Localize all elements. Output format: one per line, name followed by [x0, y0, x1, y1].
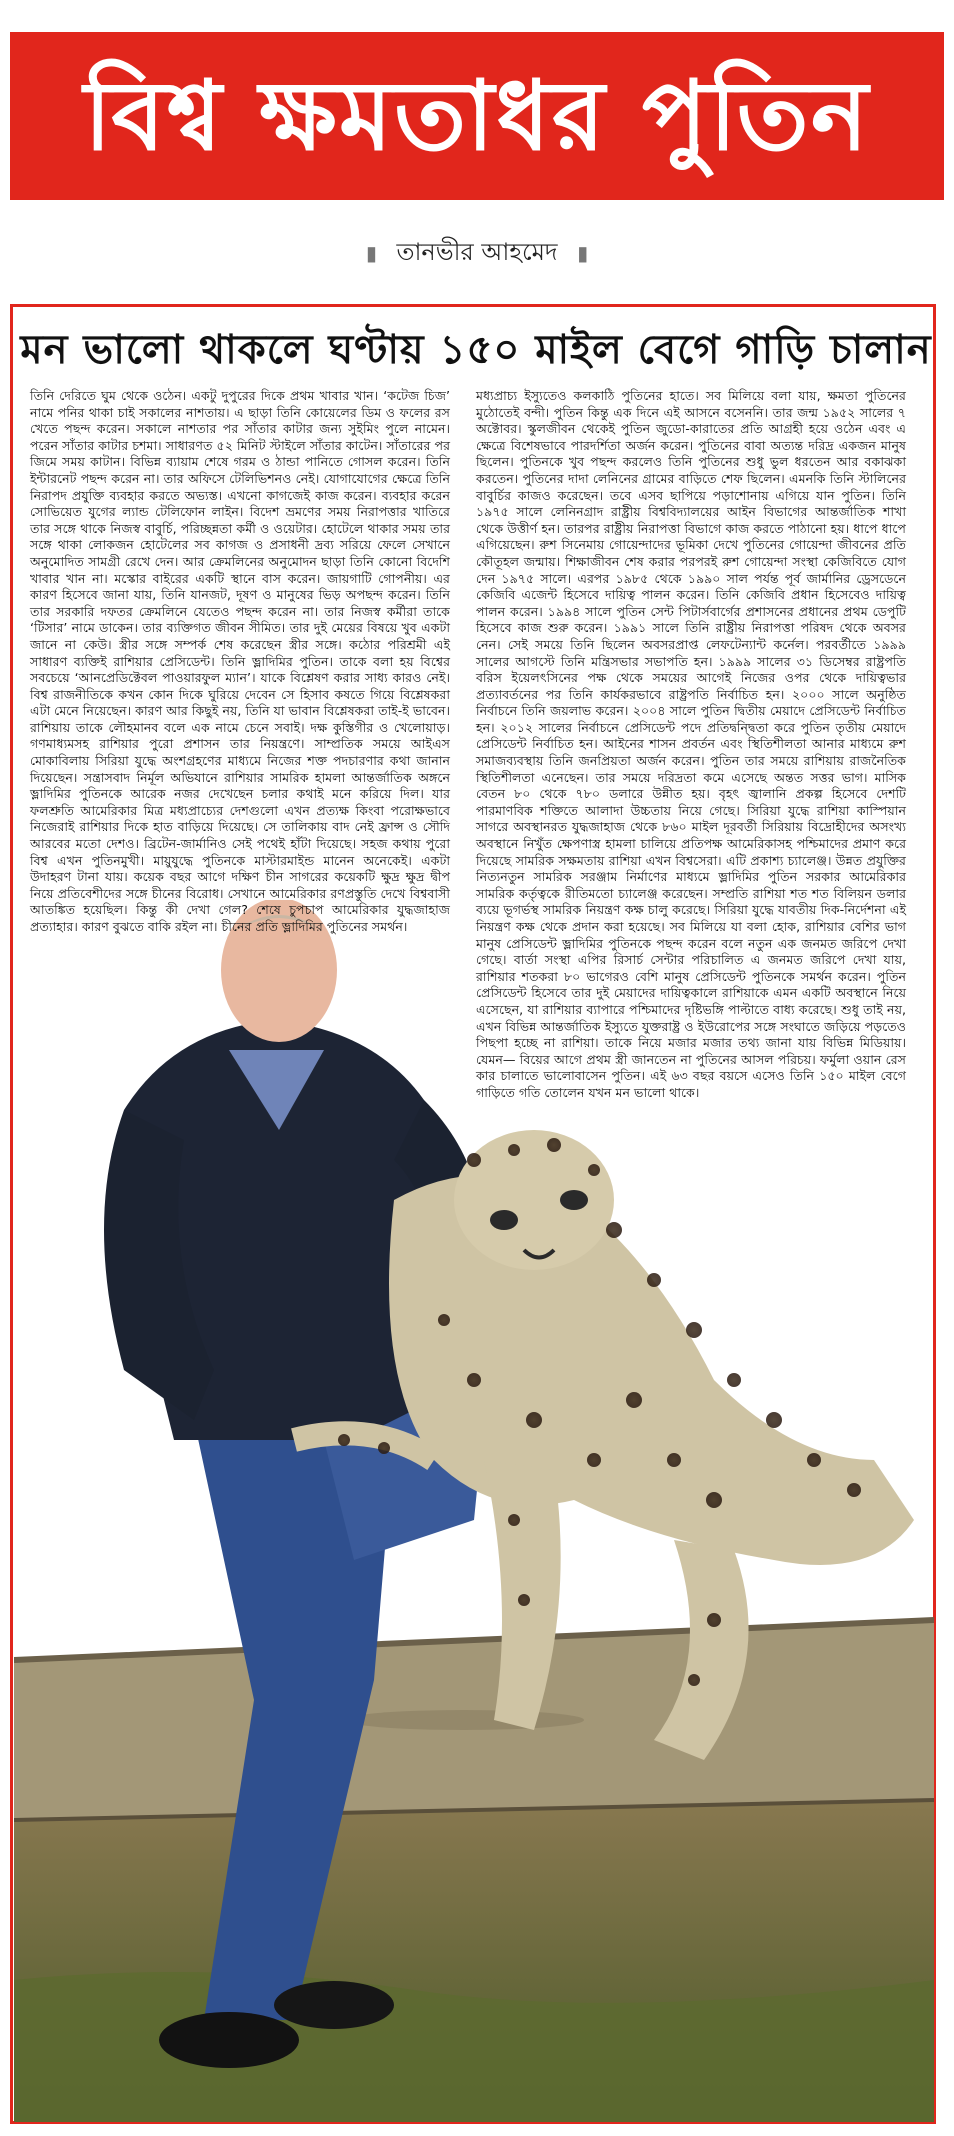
article-headline: মন ভালো থাকলে ঘণ্টায় ১৫০ মাইল বেগে গাড়ি চালান: [20, 327, 932, 373]
author-name: তানভীর আহমেদ: [396, 238, 558, 266]
byline-separator-right: ▮: [577, 241, 589, 265]
byline: [0, 234, 954, 274]
page-title: বিশ্ব ক্ষমতাধর পুতিন: [83, 60, 871, 172]
right-column-text: মধ্যপ্রাচ্য ইস্যুতেও কলকাঠি পুতিনের হাতে। সব মিলিয়ে বলা যায়, ক্ষমতা পুতিনের মুঠোতেই বন্দী। পুতিন কিন্তু এক দিনে এই আসনে বসেননি। তার জন্ম ১৯৫২ সালের ৭ অক্টোবর। স্কুলজীবন থেকেই পুতিন জুডো-কারাতের প্রতি আগ্রহী হয়ে ওঠেন এবং এ ক্ষেত্রে বিশেষভাবে পারদর্শিতা অর্জন করেন। পুতিনের বাবা অত্যন্ত দরিদ্র একজন মানুষ ছিলেন। পুতিনকে খুব পছন্দ করলেও তিনি পুতিনের শুধু ভুল ধরতেন আর বকাঝকা করতেন। পুতিনের দাদা লেনিনের গ্রামের বাড়িতে শেফ ছিলেন। এমনকি তিনি স্টালিনের বাবুর্চির কাজও করেছেন। তবে এসব ছাপিয়ে পড়াশোনায় এগিয়ে যান পুতিন। তিনি ১৯৭৫ সালে লেনিনগ্রাদ রাষ্ট্রীয় বিশ্ববিদ্যালয়ের আইন বিভাগের আন্তর্জাতিক শাখা থেকে উত্তীর্ণ হন। তারপর রাষ্ট্রীয় নিরাপত্তা বিভাগে কাজ করতে পাঠানো হয়। ধাপে ধাপে এগিয়েছেন। রুশ সিনেমায় গোয়েন্দাদের ভূমিকা দেখে পুতিনের গোয়েন্দা জীবনের প্রতি কৌতূহল জন্মায়। শিক্ষাজীবন শেষ করার পরপরই রুশ গোয়েন্দা সংস্থা কেজিবিতে যোগ দেন ১৯৭৫ সালে। এরপর ১৯৮৫ থেকে ১৯৯০ সাল পর্যন্ত পূর্ব জার্মানির ড্রেসডেনে কেজিবি এজেন্ট হিসেবে দায়িত্ব পালন করেন। তিনি কেজিবি প্রধান হিসেবেও দায়িত্ব পালন করেন। ১৯৯৪ সালে পুতিন সেন্ট পিটার্সবার্গের প্রশাসনের প্রধানের প্রথম ডেপুটি হিসেবে কাজ শুরু করেন। ১৯৯১ সালে তিনি রাষ্ট্রীয় নিরাপত্তা পরিষদ থেকে অবসর নেন। সেই সময়ে তিনি ছিলেন অবসরপ্রাপ্ত লেফটেন্যান্ট কর্নেল। পরবর্তীতে ১৯৯৯ সালের আগস্টে তিনি মন্ত্রিসভার সভাপতি হন। ১৯৯৯ সালের ৩১ ডিসেম্বর রাষ্ট্রপতি বরিস ইয়েলৎসিনের পক্ষ থেকে সময়ের আগেই নিজের ওপর থেকে দায়িত্বভার প্রত্যাবর্তনের পর তিনি কার্যকরভাবে রাষ্ট্রপতি নির্বাচিত হন। ২০০০ সালে অনুষ্ঠিত নির্বাচনে তিনি জয়লাভ করেন। ২০০৪ সালে পুতিন দ্বিতীয় মেয়াদে প্রেসিডেন্ট নির্বাচিত হন। ২০১২ সালের নির্বাচনে প্রেসিডেন্ট পদে প্রতিদ্বন্দ্বিতা করে পুতিন তৃতীয় মেয়াদে প্রেসিডেন্ট নির্বাচিত হন। আইনের শাসন প্রবর্তন এবং স্থিতিশীলতা আনার মাধ্যমে রুশ সমাজব্যবস্থায় তিনি জনপ্রিয়তা অর্জন করেন। পুতিন তার সময়ে রাশিয়ায় রাজনৈতিক স্থিতিশীলতা এনেছেন। তার সময়ে দরিদ্রতা কমে এসেছে অন্তত সত্তর ভাগ। মাসিক বেতন ৮০ থেকে ৭৮০ ডলারে উন্নীত হয়। বৃহৎ জ্বালানি প্রকল্প হিসেবে দেশটি পারমাণবিক শক্তিতে আলাদা উচ্চতায় নিয়ে গেছে। সিরিয়া যুদ্ধে রাশিয়া কাস্পিয়ান সাগরে অবস্থানরত যুদ্ধজাহাজ থেকে ৮৬০ মাইল দূরবর্তী সিরিয়ায় বিদ্রোহীদের অসংখ্য অবস্থানে নিখুঁত ক্ষেপণাস্ত্র হামলা চালিয়ে প্রতিপক্ষ আমেরিকাসহ পশ্চিমাদের প্রমাণ করে দিয়েছে সামরিক সক্ষমতায় রাশিয়া এখন বিশ্বসেরা। এটি প্রকাশ্য চ্যালেঞ্জ। উন্নত প্রযুক্তির নিত্যনতুন সামরিক সরঞ্জাম নির্মাণের মাধ্যমে ভ্লাদিমির পুতিন সরকার আমেরিকার সামরিক কর্তৃত্বকে রীতিমতো চ্যালেঞ্জ করেছেন। সম্প্রতি রাশিয়া শত শত বিলিয়ন ডলার ব্যয়ে ভূগর্ভস্থ সামরিক নিয়ন্ত্রণ কক্ষ চালু করেছে। সিরিয়া যুদ্ধে যাবতীয় দিক-নির্দেশনা এই নিয়ন্ত্রণ কক্ষ থেকে প্রদান করা হয়েছে। সব মিলিয়ে যা বলা হোক, রাশিয়ার বেশির ভাগ মানুষ প্রেসিডেন্ট ভ্লাদিমির পুতিনকে পছন্দ করেন বলে নতুন এক জনমত জরিপে দেখা গেছে। বার্তা সংস্থা এপির রিসার্চ সেন্টার পরিচালিত এ জনমত জরিপে দেখা যায়, রাশিয়ার শতকরা ৮০ ভাগেরও বেশি মানুষ প্রেসিডেন্ট পুতিনকে সমর্থন করেন। পুতিন প্রেসিডেন্ট হিসেবে তার দুই মেয়াদের দায়িত্বকালে রাশিয়াকে এমন একটি অবস্থানে নিয়ে এসেছেন, যা রাশিয়ার ব্যাপারে পশ্চিমাদের দৃষ্টিভঙ্গি পাল্টাতে বাধ্য করেছে। শুধু তাই নয়, এখন বিভিন্ন আন্তর্জাতিক ইস্যুতে যুক্তরাষ্ট্র ও ইউরোপের সঙ্গে সংঘাতে জড়িয়ে পড়তেও পিছপা হচ্ছে না রাশিয়া। তাকে নিয়ে মজার মজার তথ্য জানা যায় বিভিন্ন মিডিয়ায়। যেমন— বিয়ের আগে প্রথম স্ত্রী জানতেন না পুতিনের আসল পরিচয়। ফর্মুলা ওয়ান রেস কার চালাতে ভালোবাসেন পুতিন। এই ৬৩ বছর বয়সে এসেও তিনি ১৫০ মাইল বেগে গাড়িতে গতি তোলেন যখন মন ভালো থাকে।: [476, 388, 906, 1100]
article-left-column: [30, 388, 450, 936]
article-right-column: [476, 388, 906, 1102]
left-column-text: তিনি দেরিতে ঘুম থেকে ওঠেন। একটু দুপুরের দিকে প্রথম খাবার খান। ‘কটেজ চিজ’ নামে পনির থাকা চাই সকালের নাশতায়। এ ছাড়া তিনি কোয়েলের ডিম ও ফলের রস খেতে পছন্দ করেন। সকালে নাশতার পর সাঁতার কাটার জন্য সুইমিং পুলে নামেন। পরেন সাঁতার কাটার চশমা। সাধারণত ৫২ মিনিট স্টাইলে সাঁতার কাটেন। সাঁতারের পর জিমে সময় কাটান। বিভিন্ন ব্যায়াম শেষে গরম ও ঠান্ডা পানিতে গোসল করেন। তিনি ইন্টারনেট পছন্দ করেন না। তার অফিসে টেলিভিশনও নেই। যোগাযোগের ক্ষেত্রে তিনি নিরাপদ প্রযুক্তি ব্যবহার করতে অভ্যস্ত। এখনো কাগজেই কাজ করেন। ব্যবহার করেন সোভিয়েত যুগের ল্যান্ড টেলিফোন লাইন। বিদেশ ভ্রমণের সময় নিরাপত্তার খাতিরে তার সঙ্গে থাকে নিজস্ব বাবুর্চি, পরিচ্ছন্নতা কর্মী ও ওয়েটার। হোটেলে থাকার সময় তার সঙ্গে থাকা লোকজন হোটেলের সব কাগজ ও প্রসাধনী দ্রব্য সরিয়ে ফেলে সেখানে অনুমোদিত সামগ্রী রেখে দেন। আর ক্রেমলিনের অনুমোদন ছাড়া তিনি কোনো বিদেশি খাবার খান না। মস্কোর বাইরের একটি স্থানে বাস করেন। জায়গাটি গোপনীয়। এর কারণ হিসেবে জানা যায়, তিনি যানজট, দূষণ ও মানুষের ভিড় অপছন্দ করেন। তিনি তার সরকারি দফতর ক্রেমলিনে যেতেও পছন্দ করেন না। তার নিজস্ব কর্মীরা তাকে ‘টিসার’ নামে ডাকেন। তার ব্যক্তিগত জীবন সীমিত। তার দুই মেয়ের বিষয়ে খুব একটা জানে না কেউ। স্ত্রীর সঙ্গে সম্পর্ক শেষ করেছেন স্ত্রীর সঙ্গে। কঠোর পরিশ্রমী এই সাধারণ ব্যক্তিই রাশিয়ার প্রেসিডেন্ট। তিনি ভ্লাদিমির পুতিন। তাকে বলা হয় বিশ্বের সবচেয়ে ‘আনপ্রেডিক্টেবল পাওয়ারফুল ম্যান’। যাকে বিশ্লেষণ করার সাধ্য কারও নেই। বিশ্ব রাজনীতিকে কখন কোন দিকে ঘুরিয়ে দেবেন সে হিসাব কষতে গিয়ে বিশ্লেষকরা এটা মেনে নিয়েছেন। কারণ আর কিছুই নয়, তিনি যা ভাবান বিশ্লেষকরা তাই-ই ভাবেন। রাশিয়ায় তাকে লৌহমানব বলে এক নামে চেনে সবাই। দক্ষ কুস্তিগীর ও খেলোয়াড়। গণমাধ্যমসহ রাশিয়ার পুরো প্রশাসন তার নিয়ন্ত্রণে। সাম্প্রতিক সময়ে আইএস মোকাবিলায় সিরিয়া যুদ্ধে অংশগ্রহণের মাধ্যমে নিজের শক্ত পদচারণার কথা জানান দিয়েছেন। সন্ত্রাসবাদ নির্মূল অভিযানে রাশিয়ার সামরিক হামলা আন্তর্জাতিক অঙ্গনে ভ্লাদিমির পুতিনকে আরেক নজর দেখেছেন চলার কথাই মনে করিয়ে দিল। যার ফলশ্রুতি আমেরিকার মিত্র মধ্যপ্রাচ্যের দেশগুলো এখন প্রত্যক্ষ কিংবা পরোক্ষভাবে নিজেরাই রাশিয়ার দিকে হাত বাড়িয়ে দিয়েছে। সে তালিকায় বাদ নেই ফ্রান্স ও সৌদি আরবের মতো দেশও। ব্রিটেন-জার্মানিও সেই পথেই হাঁটা দিয়েছে। সহজ কথায় পুরো বিশ্ব এখন পুতিনমুখী। মায়ুযুদ্ধে পুতিনকে মাস্টারমাইন্ড মানেন অনেকেই। একটা উদাহরণ টানা যায়। কয়েক বছর আগে দক্ষিণ চীন সাগরের কয়েকটি ক্ষুদ্র ক্ষুদ্র দ্বীপ নিয়ে প্রতিবেশীদের সঙ্গে চীনের বিরোধ। সেখানে আমেরিকার রণপ্রস্তুতি দেখে বিশ্ববাসী আতঙ্কিত হয়েছিল। কিন্তু কী দেখা গেল? শেষে চুপচাপ আমেরিকার যুদ্ধজাহাজ প্রত্যাহার। কারণ বুঝতে বাকি রইল না। চীনের প্রতি ভ্লাদিমির পুতিনের সমর্থন।: [30, 388, 450, 934]
byline-separator-left: ▮: [365, 241, 377, 265]
masthead-banner: [10, 32, 944, 200]
